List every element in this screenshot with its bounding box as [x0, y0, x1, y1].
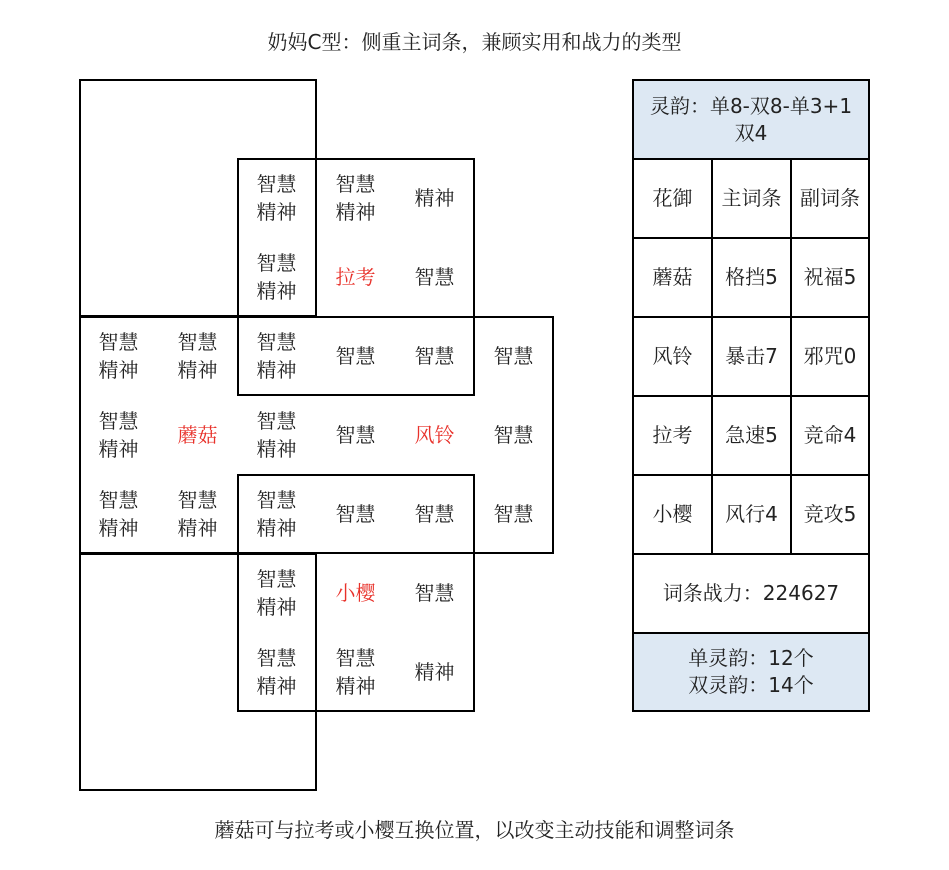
table-cell: 祝福5 — [791, 238, 869, 317]
stat-slot: 智慧 精神 — [177, 487, 218, 540]
table-cell: 暴击7 — [712, 317, 791, 396]
table-cell: 急速5 — [712, 396, 791, 475]
stat-slot: 智慧 — [335, 422, 376, 447]
stat-slot: 智慧 — [335, 501, 376, 526]
table-cell: 风行4 — [712, 475, 791, 554]
stat-slot: 精神 — [414, 659, 455, 684]
stat-slot: 智慧 精神 — [256, 487, 297, 540]
character-slot: 风铃 — [414, 422, 455, 447]
column-header-flower: 花御 — [633, 159, 712, 238]
stat-slot: 智慧 精神 — [256, 408, 297, 461]
table-cell: 小樱 — [633, 475, 712, 554]
stat-slot: 智慧 精神 — [256, 250, 297, 303]
stat-slot: 智慧 精神 — [335, 171, 376, 224]
power-value: 词条战力：224627 — [633, 554, 869, 633]
stat-slot: 智慧 精神 — [98, 487, 139, 540]
stats-table — [632, 79, 870, 712]
table-cell: 竞攻5 — [791, 475, 869, 554]
diagram-title: 奶妈C型：侧重主词条，兼顾实用和战力的类型 — [267, 30, 682, 54]
table-cell: 竞命4 — [791, 396, 869, 475]
stat-slot: 智慧 精神 — [256, 645, 297, 698]
stat-slot: 智慧 — [414, 501, 455, 526]
column-header-sub: 副词条 — [791, 159, 869, 238]
table-cell: 风铃 — [633, 317, 712, 396]
character-slot: 小樱 — [335, 580, 376, 605]
table-cell: 邪咒0 — [791, 317, 869, 396]
stat-slot: 智慧 — [414, 343, 455, 368]
table-header: 灵韵：单8-双8-单3+1 双4 — [633, 80, 869, 159]
stat-slot: 智慧 — [335, 343, 376, 368]
stat-slot: 精神 — [414, 185, 455, 210]
stat-slot: 智慧 — [493, 343, 534, 368]
stat-slot: 智慧 — [493, 422, 534, 447]
stat-slot: 智慧 精神 — [256, 171, 297, 224]
stat-slot: 智慧 精神 — [335, 645, 376, 698]
stat-slot: 智慧 精神 — [98, 329, 139, 382]
aura-count: 单灵韵：12个 双灵韵：14个 — [633, 633, 869, 711]
table-cell: 格挡5 — [712, 238, 791, 317]
table-cell: 蘑菇 — [633, 238, 712, 317]
block-outline — [79, 316, 554, 554]
column-header-main: 主词条 — [712, 159, 791, 238]
stat-slot: 智慧 — [493, 501, 534, 526]
character-slot: 拉考 — [335, 264, 376, 289]
stat-slot: 智慧 — [414, 264, 455, 289]
stat-slot: 智慧 精神 — [98, 408, 139, 461]
stat-slot: 智慧 精神 — [256, 566, 297, 619]
stat-slot: 智慧 精神 — [177, 329, 218, 382]
stat-slot: 智慧 — [414, 580, 455, 605]
swap-note: 蘑菇可与拉考或小樱互换位置，以改变主动技能和调整词条 — [214, 818, 735, 842]
table-cell: 拉考 — [633, 396, 712, 475]
character-slot: 蘑菇 — [177, 422, 218, 447]
stat-slot: 智慧 精神 — [256, 329, 297, 382]
